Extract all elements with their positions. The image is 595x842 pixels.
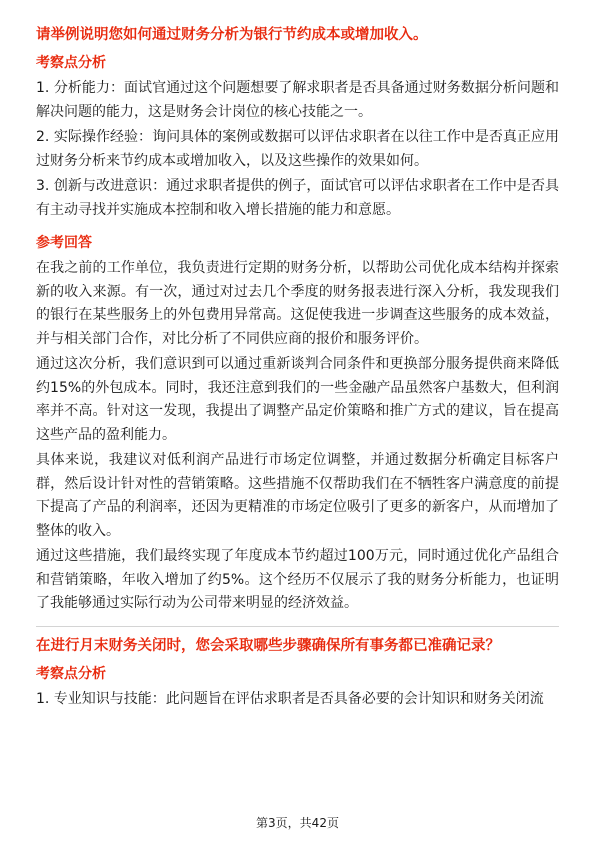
question-2-title: 在进行月末财务关闭时，您会采取哪些步骤确保所有事务都已准确记录？ bbox=[36, 637, 500, 654]
q1-analysis-point-1: 1. 分析能力：面试官通过这个问题想要了解求职者是否具备通过财务数据分析问题和解决问题的能力，这是财务会计岗位的核心技能之一。 bbox=[36, 80, 559, 120]
question-1-title: 请举例说明您如何通过财务分析为银行节约成本或增加收入。 bbox=[36, 27, 428, 43]
q2-analysis-point-1: 1. 专业知识与技能：此问题旨在评估求职者是否具备必要的会计知识和财务关闭流 bbox=[36, 690, 544, 707]
q1-answer-paragraph-1: 在我之前的工作单位，我负责进行定期的财务分析，以帮助公司优化成本结构并探索新的收入来源。有一次，通过对过去几个季度的财务报表进行深入分析，我发现我们的银行在某些服务上的外包费用异常高。这促使我进一步调查这些服务的成本效益，并与相关部门合作，对比分析了不同供应商的报价和服务评价。 bbox=[36, 260, 559, 347]
page-number: 第3页，共42页 bbox=[256, 816, 339, 830]
q1-answer-paragraph-2: 通过这次分析，我们意识到可以通过重新谈判合同条件和更换部分服务提供商来降低约15%的外包成本。同时，我还注意到我们的一些金融产品虽然客户基数大，但利润率并不高。针对这一发现，我提出了调整产品定价策略和推广方式的建议，旨在提高这些产品的盈利能力。 bbox=[36, 356, 559, 443]
section-divider bbox=[36, 626, 559, 627]
document-page bbox=[36, 24, 559, 713]
q1-answer-paragraph-4: 通过这些措施，我们最终实现了年度成本节约超过100万元，同时通过优化产品组合和营销策略，年收入增加了约5%。这个经历不仅展示了我的财务分析能力，也证明了我能够通过实际行动为公司带来明显的经济效益。 bbox=[36, 548, 559, 611]
q2-analysis-heading: 考察点分析 bbox=[36, 665, 106, 682]
q1-analysis-point-2: 2. 实际操作经验：询问具体的案例或数据可以评估求职者在以往工作中是否真正应用过财务分析来节约成本或增加收入，以及这些操作的效果如何。 bbox=[36, 129, 559, 169]
q1-answer-paragraph-3: 具体来说，我建议对低利润产品进行市场定位调整，并通过数据分析确定目标客户群，然后设计针对性的营销策略。这些措施不仅帮助我们在不牺牲客户满意度的前提下提高了产品的利润率，还因为更精准的市场定位吸引了更多的新客户，从而增加了整体的收入。 bbox=[36, 452, 559, 539]
q1-answer-heading: 参考回答 bbox=[36, 235, 92, 251]
q1-analysis-heading: 考察点分析 bbox=[36, 55, 106, 71]
q1-analysis-point-3: 3. 创新与改进意识：通过求职者提供的例子，面试官可以评估求职者在工作中是否具有主动寻找并实施成本控制和收入增长措施的能力和意愿。 bbox=[36, 178, 559, 218]
